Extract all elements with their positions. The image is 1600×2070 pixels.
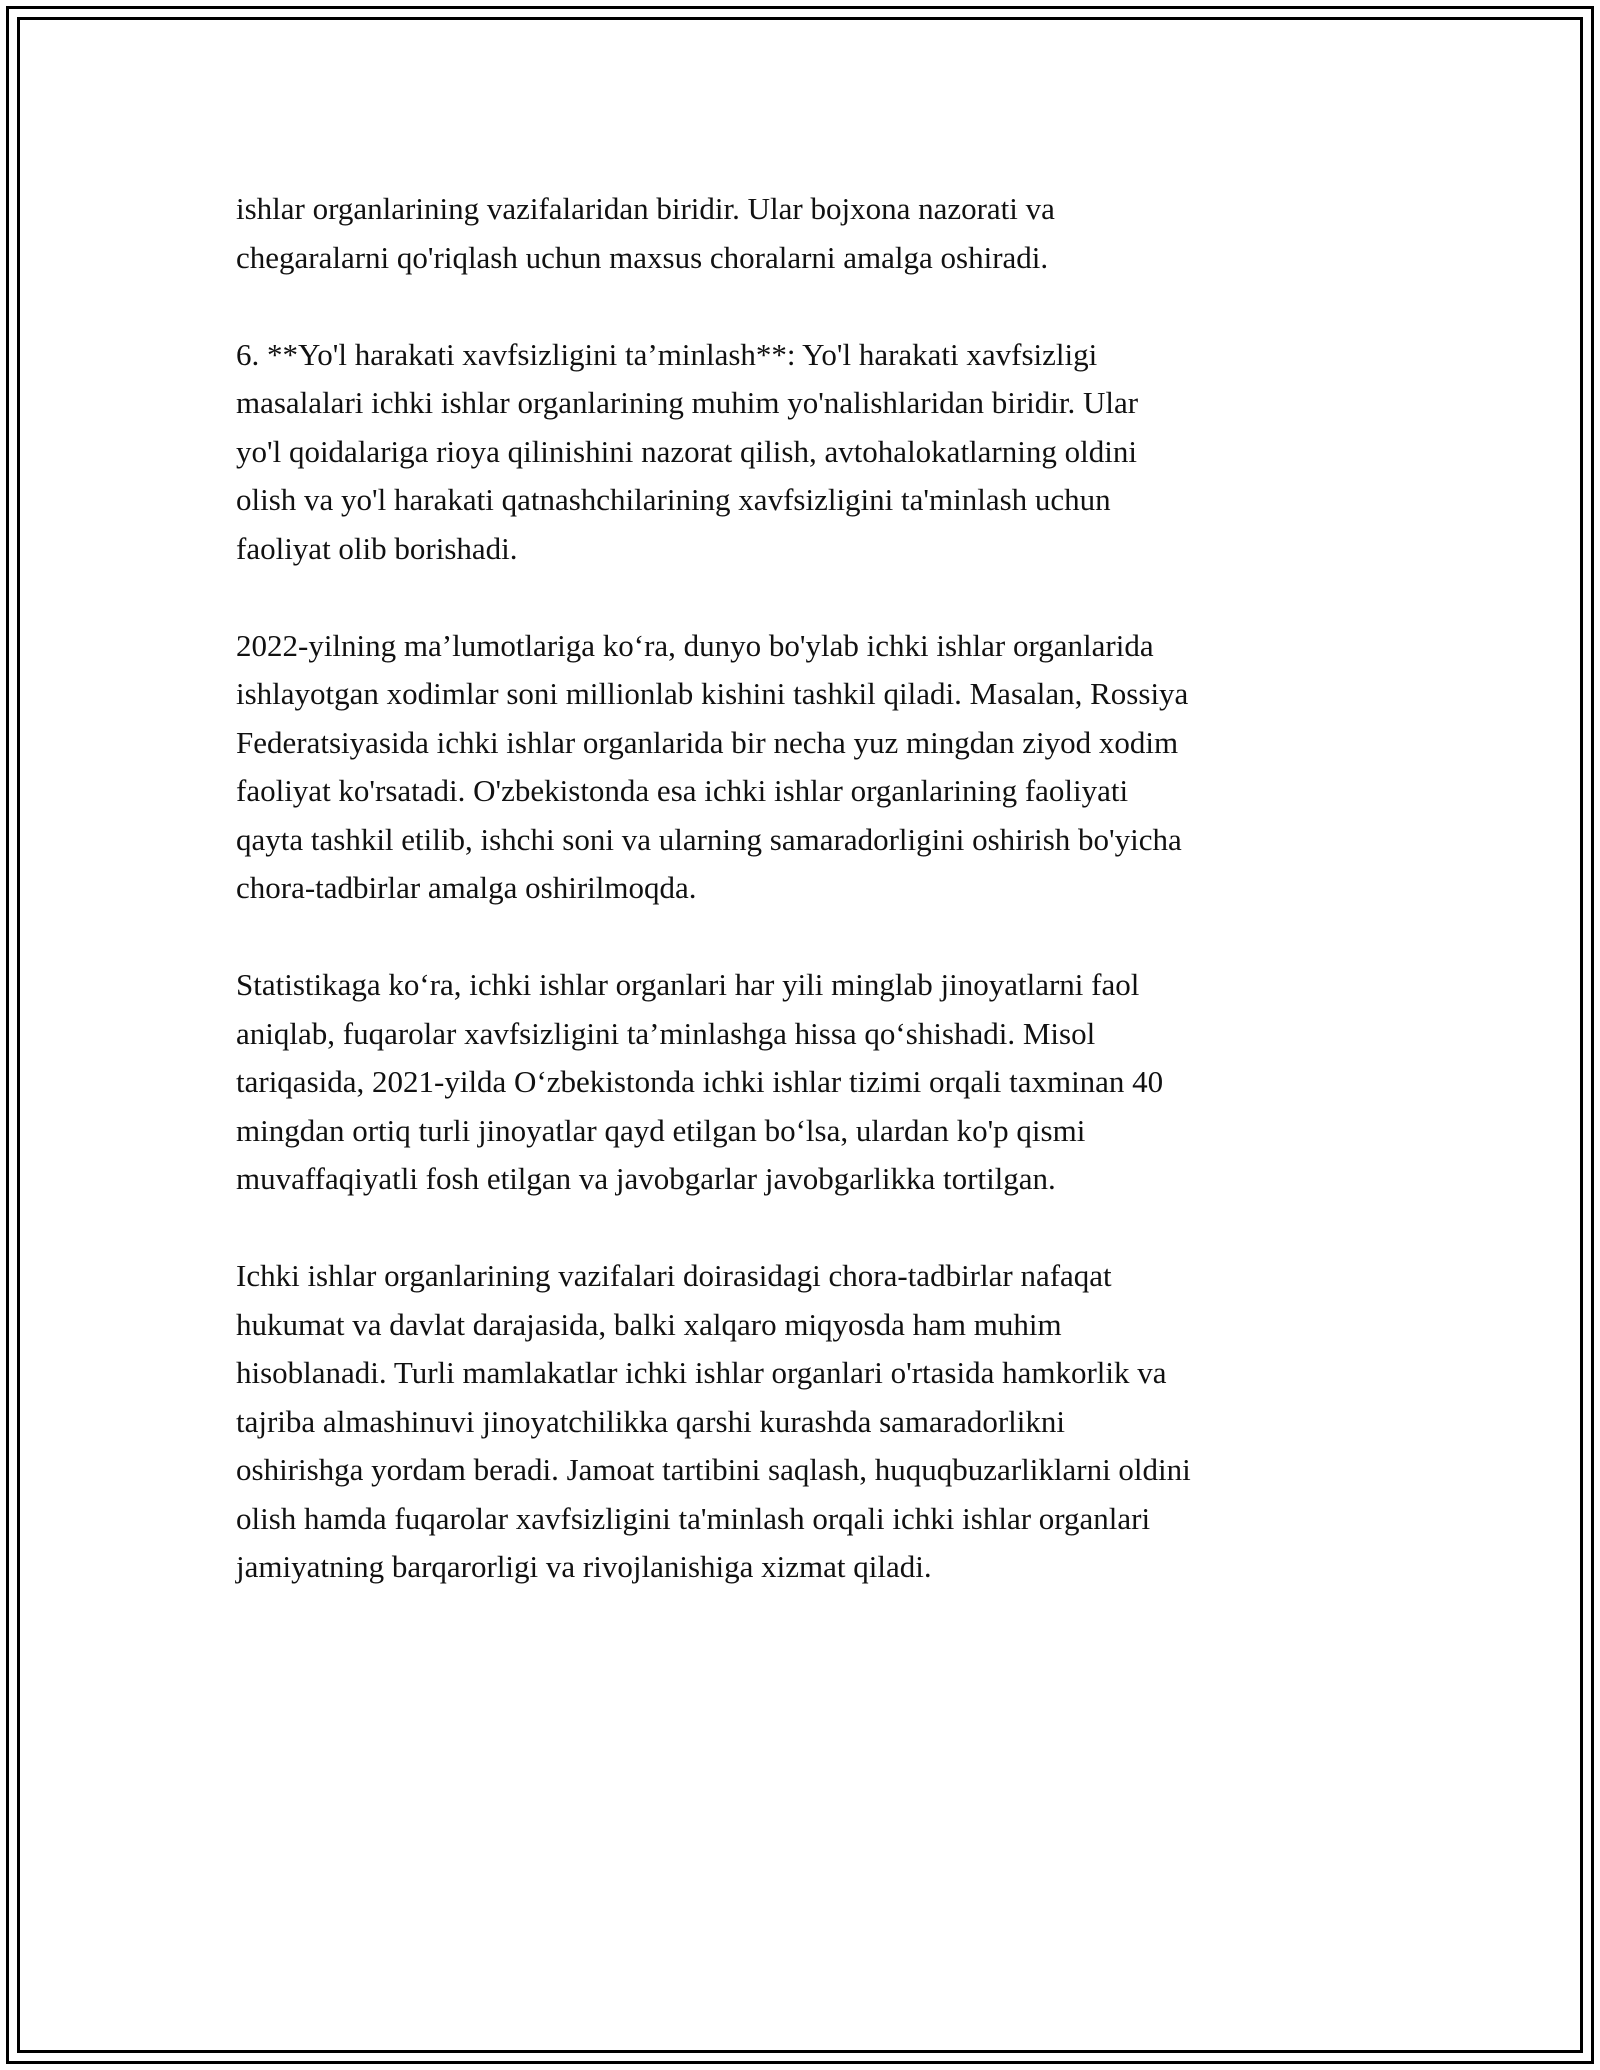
text-line: ishlayotgan xodimlar soni millionlab kishini tashkil qiladi. Masalan, Rossiya bbox=[236, 676, 1189, 711]
text-line: Federatsiyasida ichki ishlar organlarida bir necha yuz mingdan ziyod xodim bbox=[236, 724, 1179, 760]
text-line: faoliyat ko'rsatadi. O'zbekistonda esa ichki ishlar organlarining faoliyati bbox=[236, 773, 1129, 808]
text-line: faoliyat olib borishadi. bbox=[236, 530, 518, 566]
paragraph-border-control-end bbox=[236, 185, 1376, 282]
paragraph-statistics bbox=[236, 961, 1376, 1204]
text-line: mingdan ortiq turli jinoyatlar qayd etilgan bo‘lsa, ulardan ko'p qismi bbox=[236, 1112, 1086, 1148]
text-line: jamiyatning barqarorligi va rivojlanishiga xizmat qiladi. bbox=[236, 1549, 932, 1584]
text-line: ishlar organlarining vazifalaridan biridir. Ular bojxona nazorati va bbox=[236, 191, 1055, 226]
text-line: tajriba almashinuvi jinoyatchilikka qarshi kurashda samaradorlikni bbox=[236, 1403, 1066, 1439]
text-line: masalalari ichki ishlar organlarining muhim yo'nalishlaridan biridir. Ular bbox=[236, 385, 1139, 420]
paragraph-road-safety bbox=[236, 331, 1376, 574]
text-line: hukumat va davlat darajasida, balki xalqaro miqyosda ham muhim bbox=[236, 1306, 1062, 1342]
text-line: aniqlab, fuqarolar xavfsizligini ta’minlashga hissa qo‘shishadi. Misol bbox=[236, 1015, 1096, 1051]
text-line: 6. **Yo'l harakati xavfsizligini ta’minlash**: Yo'l harakati xavfsizligi bbox=[236, 336, 1098, 372]
text-line: chegaralarni qo'riqlash uchun maxsus choralarni amalga oshiradi. bbox=[236, 239, 1049, 275]
document-body bbox=[236, 185, 1376, 1640]
text-line: chora-tadbirlar amalga oshirilmoqda. bbox=[236, 870, 697, 905]
text-line: oshirishga yordam beradi. Jamoat tartibini saqlash, huquqbuzarliklarni oldini bbox=[236, 1452, 1191, 1487]
text-line: 2022-yilning ma’lumotlariga ko‘ra, dunyo bo'ylab ichki ishlar organlarida bbox=[236, 627, 1154, 663]
text-line: Statistikaga ko‘ra, ichki ishlar organlari har yili minglab jinoyatlarni faol bbox=[236, 967, 1140, 1002]
paragraph-international-cooperation bbox=[236, 1252, 1376, 1592]
text-line: Ichki ishlar organlarining vazifalari doirasidagi chora-tadbirlar nafaqat bbox=[236, 1258, 1112, 1293]
text-line: muvaffaqiyatli fosh etilgan va javobgarlar javobgarlikka tortilgan. bbox=[236, 1161, 1056, 1196]
text-line: tariqasida, 2021-yilda O‘zbekistonda ichki ishlar tizimi orqali taxminan 40 bbox=[236, 1064, 1164, 1099]
text-line: hisoblanadi. Turli mamlakatlar ichki ishlar organlari o'rtasida hamkorlik va bbox=[236, 1355, 1167, 1390]
text-line: olish hamda fuqarolar xavfsizligini ta'minlash orqali ichki ishlar organlari bbox=[236, 1500, 1151, 1536]
paragraph-2022-data bbox=[236, 622, 1376, 913]
text-line: yo'l qoidalariga rioya qilinishini nazorat qilish, avtohalokatlarning oldini bbox=[236, 433, 1137, 469]
text-line: olish va yo'l harakati qatnashchilarining xavfsizligini ta'minlash uchun bbox=[236, 482, 1111, 517]
text-line: qayta tashkil etilib, ishchi soni va ularning samaradorligini oshirish bo'yicha bbox=[236, 821, 1182, 857]
